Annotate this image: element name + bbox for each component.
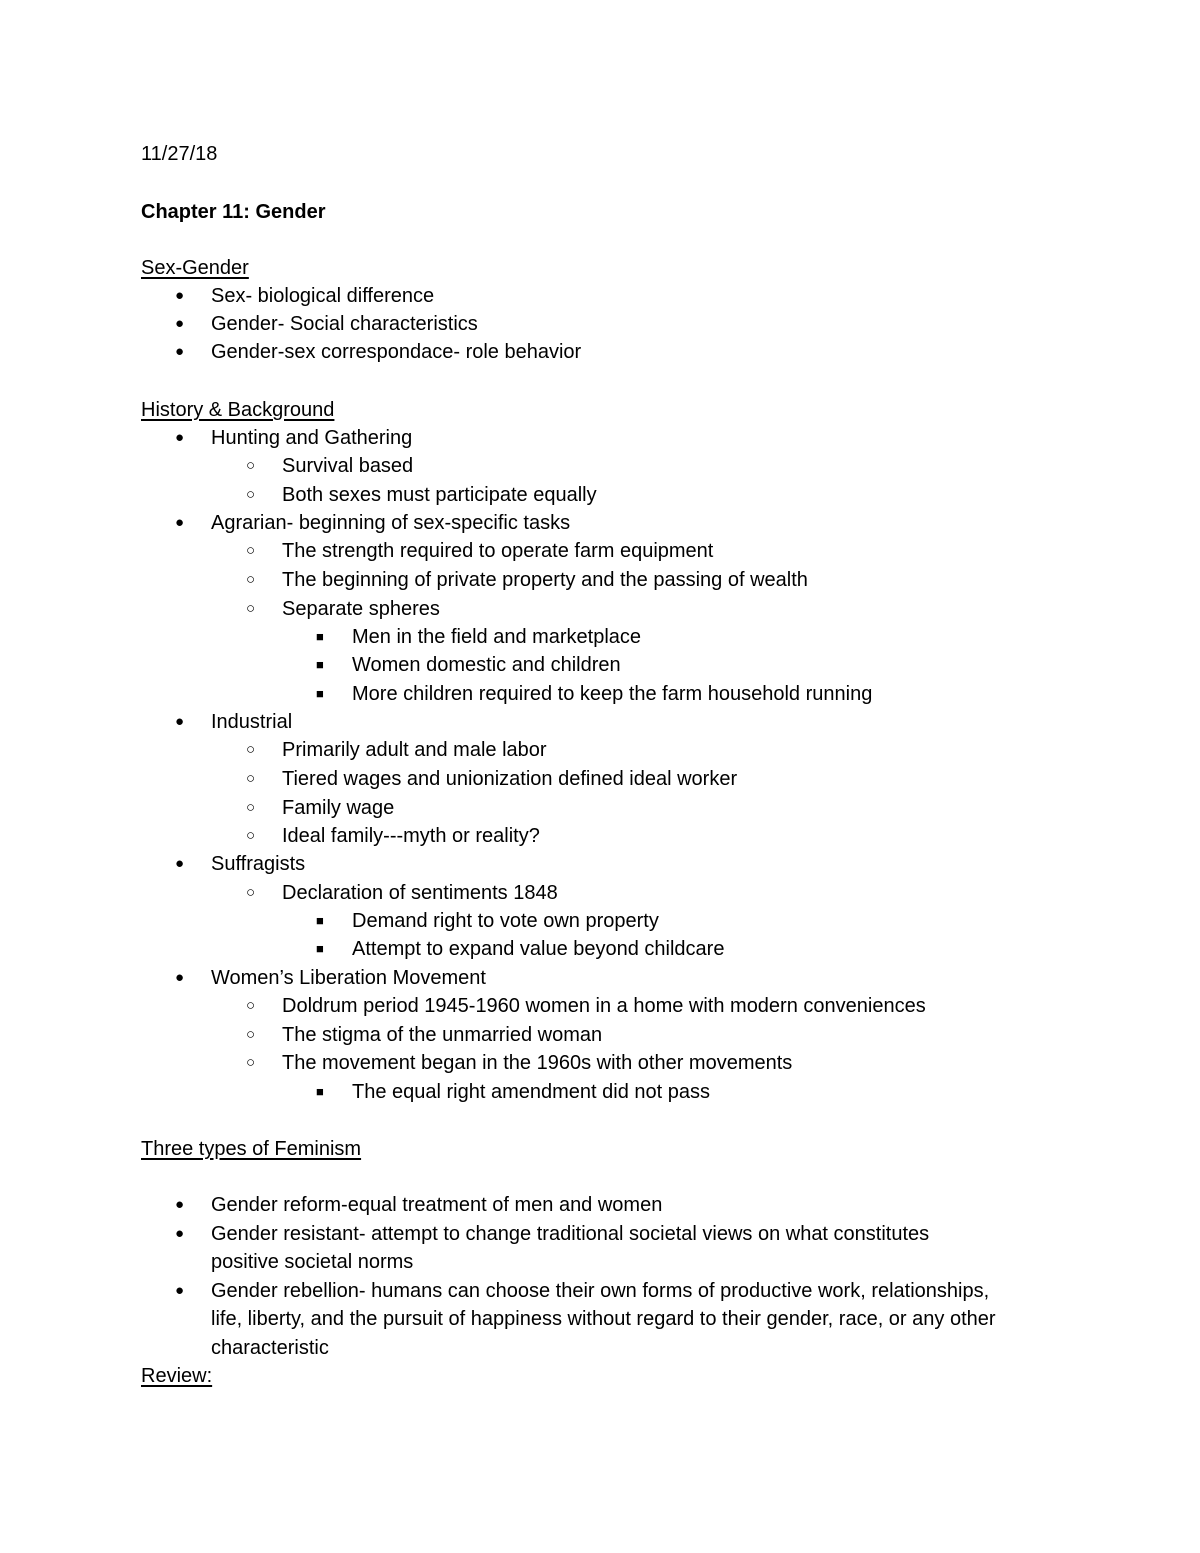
note-date: 11/27/18 xyxy=(141,143,218,165)
circle-bullet-icon: ○ xyxy=(246,741,256,758)
circle-bullet-icon: ○ xyxy=(246,884,256,901)
circle-bullet-icon: ○ xyxy=(246,1026,256,1043)
square-bullet-icon: ■ xyxy=(316,941,324,956)
square-bullet-icon: ■ xyxy=(316,686,324,701)
circle-bullet-icon: ○ xyxy=(246,600,256,617)
circle-bullet-icon: ○ xyxy=(246,997,256,1014)
square-bullet-icon: ■ xyxy=(316,1084,324,1099)
circle-bullet-icon: ○ xyxy=(246,827,256,844)
bullet-icon: ● xyxy=(175,343,185,360)
square-bullet-icon: ■ xyxy=(316,629,324,644)
square-bullet-icon: ■ xyxy=(316,657,324,672)
circle-bullet-icon: ○ xyxy=(246,799,256,816)
chapter-title: Chapter 11: Gender xyxy=(141,201,326,223)
document-page: 11/27/18 Chapter 11: Gender Sex-Gender ● Sex- biological difference ● Gender- Social characteristics ● Gender-sex correspondace- role behavior History & Background ● Hunting and Gathering ○ Survival based ○ Both sexes must participate equally ● Agrarian- beginning of sex-specific tasks ○ The strength required to operate farm equipment ○ The beginning of private property and the passing of wealth ○ Separate spheres ■ Men in the field and marketplace ■ Women domestic and children ■ More children required to keep the farm household running ● Industrial ○ Primarily adult and male labor ○ Tiered wages and unionization defined ideal worker ○ Family wage ○ Ideal family---myth or reality? ● Suffragists ○ Declaration of sentiments 1848 ■ Demand right to vote own property ■ Attempt to expand value beyond childcare ● Women’s Liberation Movement ○ Doldrum period 1945-1960 women in a home with modern conveniences ○ The stigma of the unmarried woman ○ The movement began in the 1960s with other movements ■ The equal right amendment did not pass Three types of Feminism ● Gender reform-equal treatment of men and women ● Gender resistant- attempt to change traditional societal views on what constitutes positive societal norms ● Gender rebellion- humans can choose their own forms of productive work, relationships, life, liberty, and the pursuit of happiness without regard to their gender, race, or any other characteristic Review: xyxy=(0,0,1200,1553)
bullet-icon: ● xyxy=(175,1196,185,1213)
bullet-icon: ● xyxy=(175,514,185,531)
circle-bullet-icon: ○ xyxy=(246,457,256,474)
bullet-icon: ● xyxy=(175,315,185,332)
circle-bullet-icon: ○ xyxy=(246,542,256,559)
section-heading-history: History & Background xyxy=(141,399,335,421)
section-heading-review: Review: xyxy=(141,1365,213,1387)
bullet-icon: ● xyxy=(175,1282,185,1299)
circle-bullet-icon: ○ xyxy=(246,770,256,787)
bullet-icon: ● xyxy=(175,713,185,730)
circle-bullet-icon: ○ xyxy=(246,486,256,503)
bullet-icon: ● xyxy=(175,429,185,446)
bullet-icon: ● xyxy=(175,1225,185,1242)
bullet-icon: ● xyxy=(175,855,185,872)
circle-bullet-icon: ○ xyxy=(246,1054,256,1071)
bullet-icon: ● xyxy=(175,969,185,986)
square-bullet-icon: ■ xyxy=(316,913,324,928)
section-heading-feminism: Three types of Feminism xyxy=(141,1138,362,1160)
circle-bullet-icon: ○ xyxy=(246,571,256,588)
section-heading-sex-gender: Sex-Gender xyxy=(141,257,249,279)
bullet-icon: ● xyxy=(175,287,185,304)
